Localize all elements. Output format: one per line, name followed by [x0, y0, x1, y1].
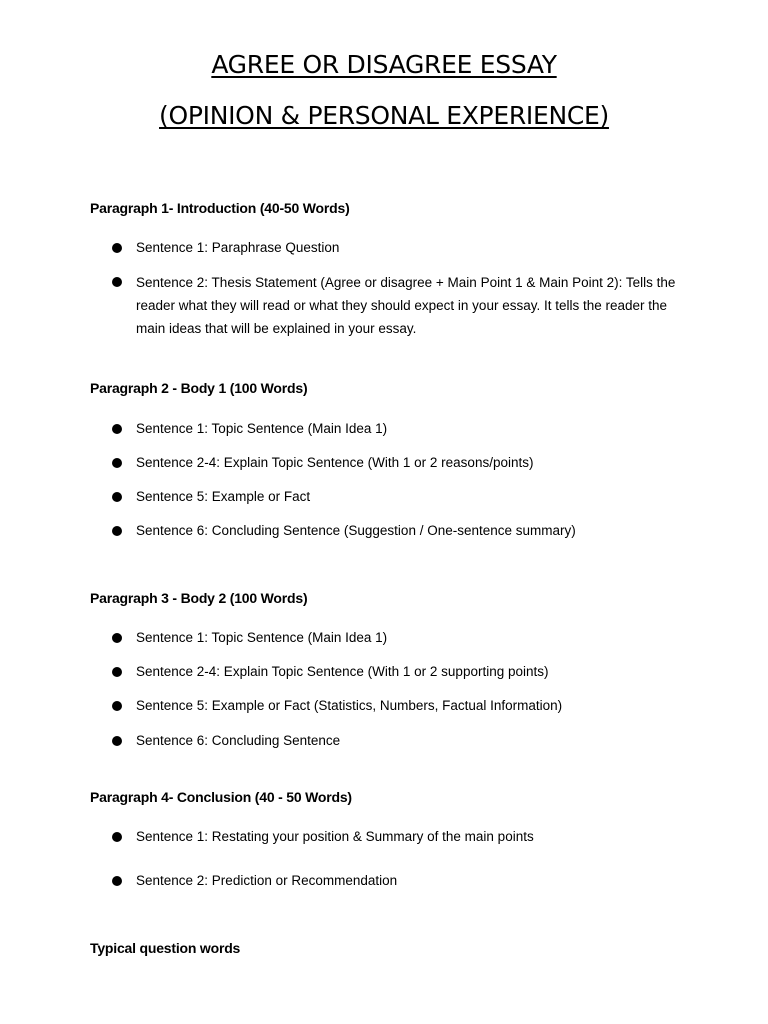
- bullet-icon: [112, 424, 122, 434]
- bullet-icon: [112, 633, 122, 643]
- list-item: [112, 452, 682, 473]
- document-title-line-1: AGREE OR DISAGREE ESSAY: [211, 50, 557, 79]
- bullet-icon: [112, 667, 122, 677]
- bullet-icon: [112, 832, 122, 842]
- list-item: [112, 486, 682, 507]
- list-item: [112, 661, 682, 682]
- list-item: [112, 826, 682, 847]
- bullet-icon: [112, 526, 122, 536]
- list-item: [112, 627, 682, 648]
- list-item: [112, 237, 682, 258]
- section-heading-body-1: Paragraph 2 - Body 1 (100 Words): [90, 380, 308, 396]
- section-heading-question-words: Typical question words: [90, 940, 241, 956]
- list-item: [112, 418, 682, 439]
- list-item-text: Sentence 2-4: Explain Topic Sentence (With 1 or 2 reasons/points): [136, 455, 534, 470]
- bullet-icon: [112, 277, 122, 287]
- list-item-text: Sentence 6: Concluding Sentence: [136, 733, 341, 748]
- list-item-text: Sentence 5: Example or Fact: [136, 489, 311, 504]
- bullet-icon: [112, 701, 122, 711]
- bullet-icon: [112, 736, 122, 746]
- bullet-icon: [112, 492, 122, 502]
- list-item-text: Sentence 1: Paraphrase Question: [136, 240, 340, 255]
- section-heading-body-2: Paragraph 3 - Body 2 (100 Words): [90, 590, 308, 606]
- section-heading-introduction: Paragraph 1- Introduction (40-50 Words): [90, 200, 350, 216]
- list-item: [112, 695, 682, 716]
- bullet-icon: [112, 876, 122, 886]
- list-item: [112, 730, 682, 751]
- bullet-icon: [112, 243, 122, 253]
- list-item-text: Sentence 2-4: Explain Topic Sentence (With 1 or 2 supporting points): [136, 664, 549, 679]
- list-item-text: Sentence 2: Prediction or Recommendation: [136, 873, 398, 888]
- document-title-line-2: (OPINION & PERSONAL EXPERIENCE): [159, 101, 609, 130]
- list-item-text: Sentence 1: Topic Sentence (Main Idea 1): [136, 630, 388, 645]
- list-item-text: Sentence 1: Topic Sentence (Main Idea 1): [136, 421, 388, 436]
- list-item-text: Sentence 5: Example or Fact (Statistics, Numbers, Factual Information): [136, 698, 563, 713]
- list-item: [112, 271, 682, 340]
- list-item-text: Sentence 1: Restating your position & Summary of the main points: [136, 829, 534, 844]
- list-item: [112, 870, 682, 891]
- section-heading-conclusion: Paragraph 4- Conclusion (40 - 50 Words): [90, 789, 352, 805]
- list-item-text: Sentence 2: Thesis Statement (Agree or disagree + Main Point 1 & Main Point 2): Tells the reader what they will read or what they should expect in your essay. It tells the reader the main ideas that will be explained in your essay.: [136, 275, 676, 336]
- bullet-icon: [112, 458, 122, 468]
- list-item-text: Sentence 6: Concluding Sentence (Suggestion / One-sentence summary): [136, 523, 576, 538]
- list-item: [112, 520, 682, 541]
